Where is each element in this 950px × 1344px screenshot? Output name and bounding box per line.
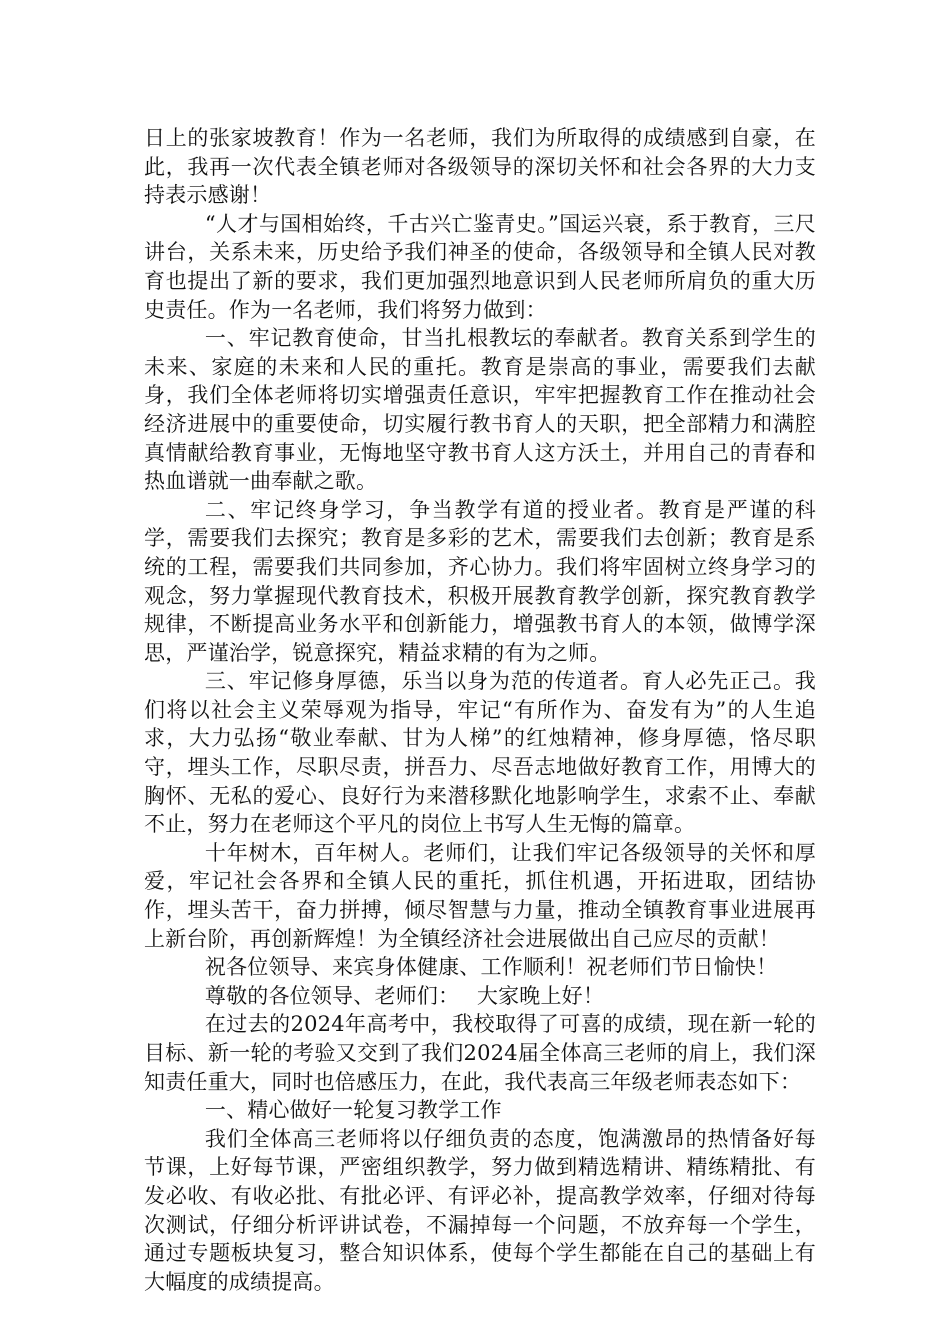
- document-body: [144, 124, 816, 1296]
- paragraph-point-one: 一、牢记教育使命，甘当扎根教坛的奉献者。教育关系到学生的未来、家庭的未来和人民的重托。教育是崇高的事业，需要我们去献身，我们全体老师将切实增强责任意识，牢牢把握教育工作在推动社会经济进展中的重要使命，切实履行教书育人的天职，把全部精力和满腔真情献给教育事业，无悔地坚守教书育人这方沃土，并用自己的青春和热血谱就一曲奉献之歌。: [144, 326, 816, 494]
- paragraph-gaokao-intro: 在过去的2024年高考中，我校取得了可喜的成绩，现在新一轮的目标、新一轮的考验又交到了我们2024届全体高三老师的肩上，我们深知责任重大，同时也倍感压力，在此，我代表高三年级老师表态如下：: [144, 1012, 816, 1094]
- paragraph-conclusion: 十年树木，百年树人。老师们，让我们牢记各级领导的关怀和厚爱，牢记社会各界和全镇人民的重托，抓住机遇，开拓进取，团结协作，埋头苦干，奋力拼搏，倾尽智慧与力量，推动全镇教育事业进展再上新台阶，再创新辉煌！为全镇经济社会进展做出自己应尽的贡献！: [144, 840, 816, 951]
- paragraph-review-details: 我们全体高三老师将以仔细负责的态度，饱满激昂的热情备好每节课，上好每节课，严密组织教学，努力做到精选精讲、精练精批、有发必收、有收必批、有批必评、有评必补，提高教学效率，仔细对待每次测试，仔细分析评讲试卷，不漏掉每一个问题，不放弃每一个学生，通过专题板块复习，整合知识体系，使每个学生都能在自己的基础上有大幅度的成绩提高。: [144, 1126, 816, 1294]
- paragraph-greeting: 尊敬的各位领导、老师们： 大家晚上好！: [204, 983, 605, 1008]
- section-heading-review: 一、精心做好一轮复习教学工作: [204, 1098, 502, 1123]
- paragraph-point-three: 三、牢记修身厚德，乐当以身为范的传道者。育人必先正己。我们将以社会主义荣辱观为指导，牢记“有所作为、奋发有为”的人生追求，大力弘扬“敬业奉献、甘为人梯”的红烛精神，修身厚德，恪尽职守，埋头工作，尽职尽责，拼吾力、尽吾志地做好教育工作，用博大的胸怀、无私的爱心、良好行为来潜移默化地影响学生，求索不止、奉献不止，努力在老师这个平凡的岗位上书写人生无悔的篇章。: [144, 669, 816, 837]
- paragraph-closing-thanks: 日上的张家坡教育！作为一名老师，我们为所取得的成绩感到自豪，在此，我再一次代表全镇老师对各级领导的深切关怀和社会各界的大力支持表示感谢！: [144, 126, 816, 208]
- paragraph-wishes: 祝各位领导、来宾身体健康、工作顺利！祝老师们节日愉快！: [204, 955, 778, 980]
- paragraph-point-two: 二、牢记终身学习，争当教学有道的授业者。教育是严谨的科学，需要我们去探究；教育是多彩的艺术，需要我们去创新；教育是系统的工程，需要我们共同参加，齐心协力。我们将牢固树立终身学习的观念，努力掌握现代教育技术，积极开展教育教学创新，探究教育教学规律，不断提高业务水平和创新能力，增强教书育人的本领，做博学深思，严谨治学，锐意探究，精益求精的有为之师。: [144, 497, 816, 665]
- paragraph-mission-intro: “人才与国相始终，千古兴亡鉴青史。”国运兴衰，系于教育，三尺讲台，关系未来，历史给予我们神圣的使命，各级领导和全镇人民对教育也提出了新的要求，我们更加强烈地意识到人民老师所肩负的重大历史责任。作为一名老师，我们将努力做到：: [144, 211, 816, 322]
